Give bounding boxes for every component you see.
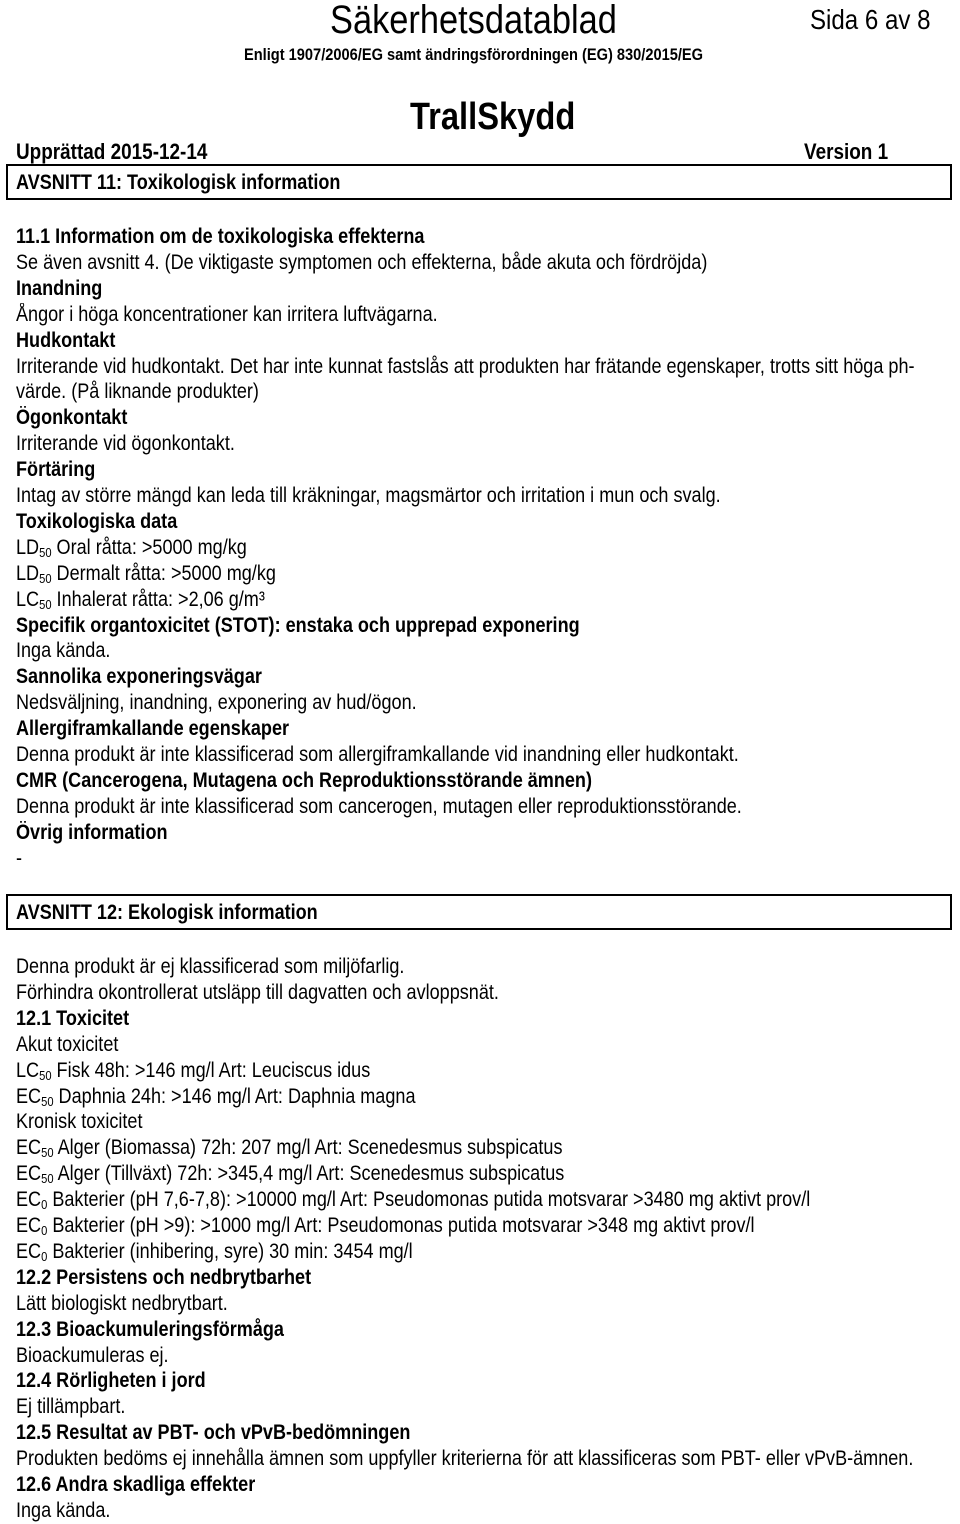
line-text: Kronisk toxicitet	[16, 1110, 143, 1134]
prepared-date: Upprättad 2015-12-14	[16, 139, 208, 164]
text-line	[16, 690, 417, 716]
line-text: Bakterier (inhibering, syre) 30 min: 3454 mg/l	[47, 1239, 413, 1263]
line-text: Intag av större mängd kan leda till kräkningar, magsmärtor och irritation i mun och svalg.	[16, 484, 721, 507]
line-text: Akut toxicitet	[16, 1032, 119, 1056]
text-line	[16, 1084, 415, 1110]
text-line	[16, 1291, 228, 1317]
measure-prefix: EC	[16, 1239, 42, 1263]
subheading	[16, 1368, 206, 1394]
page-number: Sida 6 av 8	[810, 4, 931, 35]
line-text: -	[16, 846, 23, 870]
regulation-reference: Enligt 1907/2006/EG samt ändringsförordningen (EG) 830/2015/EG	[244, 45, 704, 64]
line-text: Fisk 48h: >146 mg/l Art: Leuciscus idus	[51, 1058, 371, 1082]
line-text: Inandning	[16, 276, 103, 300]
text-line	[16, 1498, 110, 1524]
measure-prefix: EC	[16, 1214, 42, 1237]
subheading	[16, 1472, 255, 1498]
text-line	[16, 1032, 118, 1058]
line-text: 12.3 Bioackumuleringsförmåga	[16, 1317, 284, 1341]
line-text: Sannolika exponeringsvägar	[16, 665, 262, 689]
subheading	[16, 716, 289, 742]
subheading	[16, 509, 177, 535]
measure-subscript: 50	[41, 1145, 54, 1161]
text-line	[16, 1135, 562, 1161]
line-text: Bakterier (pH >9): >1000 mg/l Art: Pseudomonas putida motsvarar >348 mg aktivt prov/l	[47, 1214, 755, 1237]
subheading	[16, 768, 592, 794]
line-text: Ångor i höga koncentrationer kan irritera luftvägarna.	[16, 302, 438, 326]
text-line	[16, 250, 707, 276]
measure-prefix: EC	[16, 1136, 42, 1160]
text-line	[16, 1187, 810, 1213]
text-line	[16, 954, 404, 980]
line-text: Nedsväljning, inandning, exponering av hud/ögon.	[16, 691, 417, 715]
subheading	[16, 276, 102, 302]
measure-subscript: 50	[39, 544, 52, 560]
text-line	[16, 431, 235, 457]
subheading	[16, 1317, 284, 1343]
subheading	[16, 1265, 311, 1291]
measure-prefix: EC	[16, 1084, 42, 1108]
text-line	[16, 1109, 142, 1135]
line-text: Bioackumuleras ej.	[16, 1343, 169, 1367]
line-text: 12.1 Toxicitet	[16, 1006, 130, 1030]
subheading	[16, 1420, 410, 1446]
text-line	[16, 587, 265, 613]
line-text: Alger (Tillväxt) 72h: >345,4 mg/l Art: Scenedesmus subspicatus	[53, 1162, 565, 1186]
line-text: Hudkontakt	[16, 328, 116, 352]
subheading	[16, 613, 580, 639]
line-text: Allergiframkallande egenskaper	[16, 717, 290, 741]
line-text: Inga kända.	[16, 639, 111, 663]
subheading	[16, 664, 262, 690]
line-text: Inhalerat råtta: >2,06 g/m³	[51, 587, 265, 611]
section-12-heading: AVSNITT 12: Ekologisk information	[16, 901, 318, 924]
line-text: Denna produkt är inte klassificerad som cancerogen, mutagen eller reproduktionsstörande.	[16, 794, 742, 818]
line-text: 12.5 Resultat av PBT- och vPvB-bedömningen	[16, 1421, 411, 1445]
version-label: Version 1	[804, 139, 889, 164]
measure-prefix: LD	[16, 535, 40, 559]
line-text: Bakterier (pH 7,6-7,8): >10000 mg/l Art: Pseudomonas putida motsvarar >3480 mg aktivt prov/l	[47, 1188, 811, 1212]
text-line	[16, 535, 247, 561]
text-line	[16, 1161, 564, 1187]
measure-prefix: LC	[16, 1058, 40, 1082]
text-line	[16, 980, 499, 1006]
line-text: Irriterande vid hudkontakt. Det har inte kunnat fastslås att produkten har frätande egenskaper, trotts sitt höga ph-	[16, 354, 915, 378]
text-line	[16, 354, 915, 380]
line-text: Irriterande vid ögonkontakt.	[16, 432, 235, 456]
line-text: Alger (Biomassa) 72h: 207 mg/l Art: Scenedesmus subspicatus	[53, 1136, 563, 1160]
line-text: Denna produkt är ej klassificerad som miljöfarlig.	[16, 955, 405, 978]
line-text: Toxikologiska data	[16, 509, 178, 533]
text-line	[16, 794, 742, 820]
line-text: 11.1 Information om de toxikologiska effekterna	[16, 225, 425, 248]
measure-prefix: LC	[16, 587, 40, 611]
line-text: 12.4 Rörligheten i jord	[16, 1369, 206, 1393]
measure-prefix: EC	[16, 1162, 42, 1186]
measure-subscript: 50	[39, 1067, 52, 1083]
subheading	[16, 457, 95, 483]
text-line	[16, 1446, 913, 1472]
measure-subscript: 50	[39, 596, 52, 612]
text-line	[16, 1343, 169, 1369]
line-text: Produkten bedöms ej innehålla ämnen som uppfyller kriterierna för att klassificeras som PBT- eller vPvB-ämnen.	[16, 1447, 914, 1471]
line-text: Förhindra okontrollerat utsläpp till dagvatten och avloppsnät.	[16, 980, 499, 1004]
text-line	[16, 302, 438, 328]
measure-subscript: 0	[41, 1197, 48, 1213]
subheading	[16, 224, 424, 250]
text-line	[16, 638, 110, 664]
text-line	[16, 846, 22, 872]
text-line	[16, 742, 739, 768]
section-11-heading: AVSNITT 11: Toxikologisk information	[16, 171, 341, 194]
subheading	[16, 820, 168, 846]
text-line	[16, 1213, 755, 1239]
line-text: Se även avsnitt 4. (De viktigaste symptomen och effekterna, både akuta och fördröjda)	[16, 250, 708, 274]
line-text: Oral råtta: >5000 mg/kg	[51, 535, 247, 559]
measure-subscript: 50	[41, 1171, 54, 1187]
text-line	[16, 483, 721, 509]
measure-subscript: 0	[41, 1248, 48, 1264]
measure-subscript: 50	[39, 570, 52, 586]
measure-subscript: 0	[41, 1223, 48, 1238]
text-line	[16, 1239, 413, 1265]
measure-prefix: LD	[16, 561, 40, 585]
line-text: 12.2 Persistens och nedbrytbarhet	[16, 1265, 312, 1289]
line-text: Lätt biologiskt nedbrytbart.	[16, 1291, 228, 1315]
line-text: Inga kända.	[16, 1498, 111, 1522]
measure-subscript: 50	[41, 1093, 54, 1109]
text-line	[16, 1058, 370, 1084]
subheading	[16, 405, 127, 431]
line-text: värde. (På liknande produkter)	[16, 380, 259, 404]
section-11-heading-box	[6, 164, 952, 200]
line-text: Ej tillämpbart.	[16, 1395, 126, 1419]
line-text: Dermalt råtta: >5000 mg/kg	[51, 561, 276, 585]
measure-prefix: EC	[16, 1188, 42, 1212]
line-text: CMR (Cancerogena, Mutagena och Reproduktionsstörande ämnen)	[16, 768, 592, 792]
text-line	[16, 379, 259, 405]
line-text: Specifik organtoxicitet (STOT): enstaka och upprepad exponering	[16, 613, 580, 637]
line-text: Förtäring	[16, 458, 96, 482]
document-title: Säkerhetsdatablad	[330, 0, 617, 42]
line-text: 12.6 Andra skadliga effekter	[16, 1473, 256, 1496]
text-line	[16, 1394, 125, 1420]
section-12-heading-box	[6, 894, 952, 930]
subheading	[16, 328, 115, 354]
text-line	[16, 561, 276, 587]
line-text: Ögonkontakt	[16, 406, 128, 430]
line-text: Övrig information	[16, 820, 168, 844]
subheading	[16, 1006, 129, 1032]
product-name: TrallSkydd	[410, 96, 576, 138]
line-text: Daphnia 24h: >146 mg/l Art: Daphnia magna	[53, 1084, 416, 1108]
line-text: Denna produkt är inte klassificerad som allergiframkallande vid inandning eller hudkontakt.	[16, 743, 739, 766]
